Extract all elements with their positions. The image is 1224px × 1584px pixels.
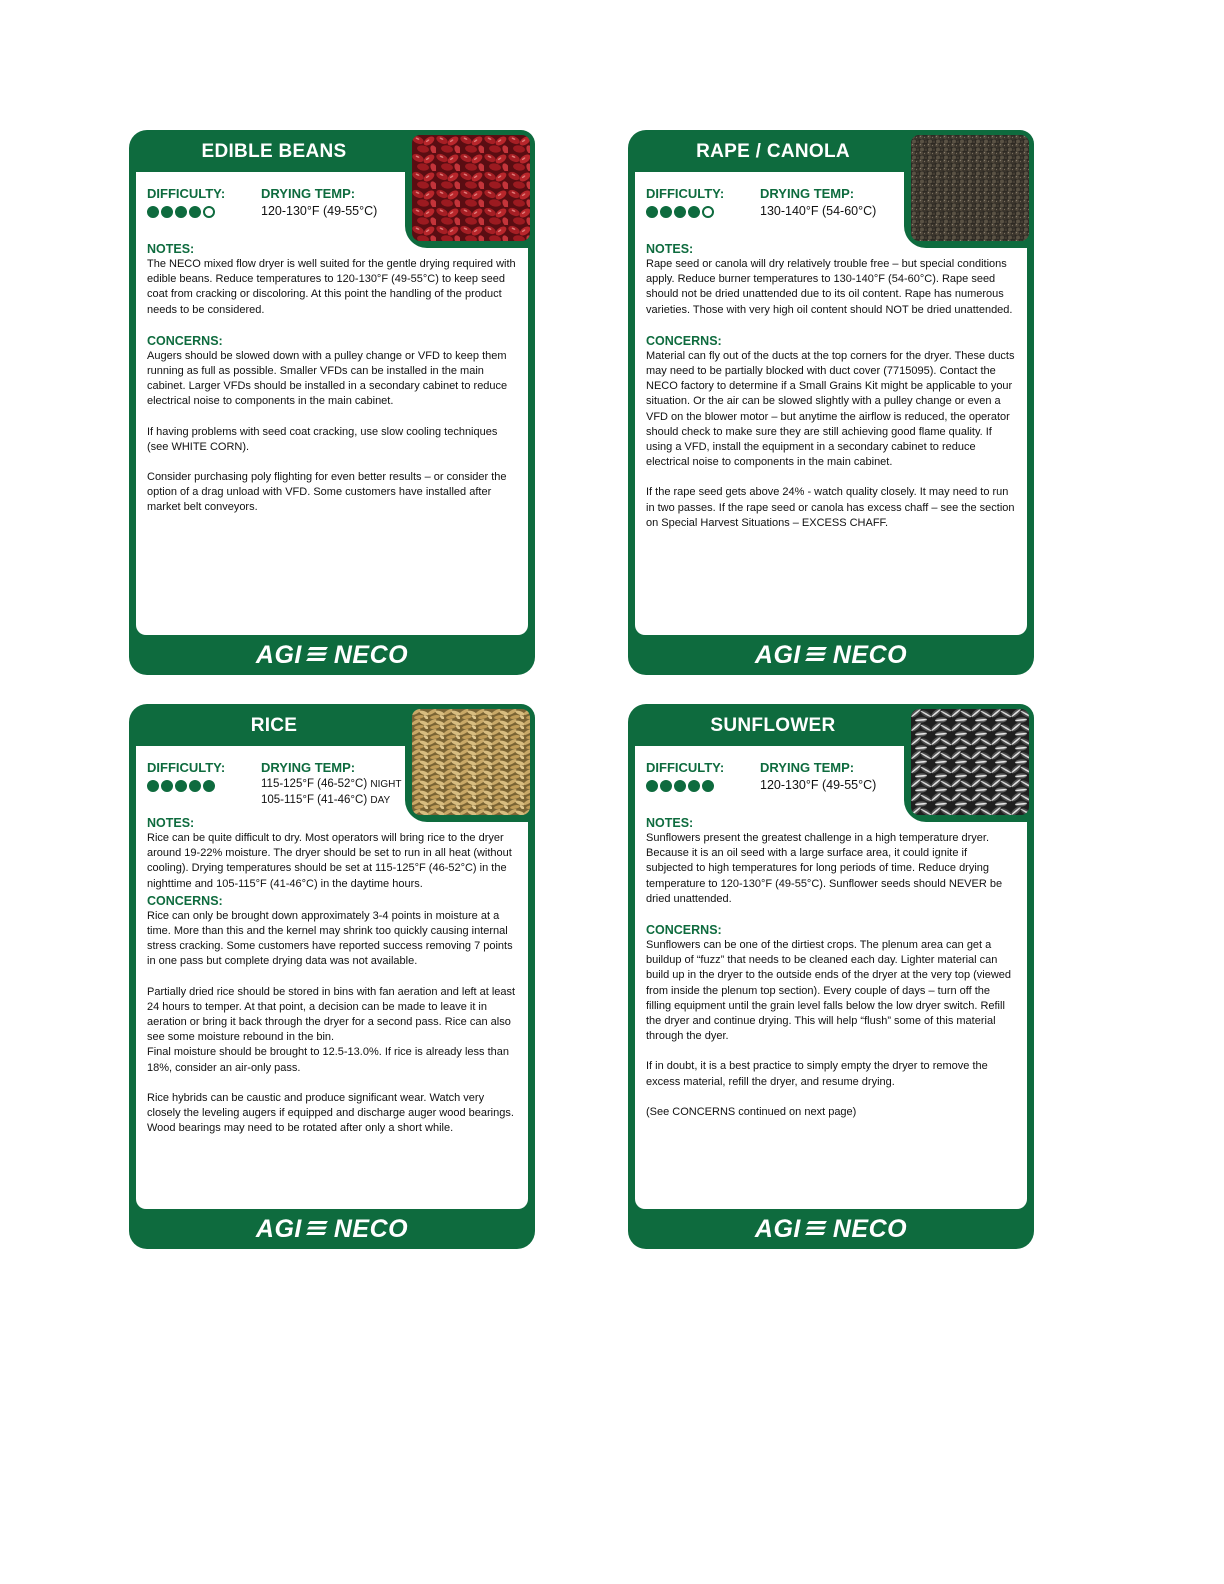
difficulty-dot-filled (646, 206, 658, 218)
drying-temp-label: DRYING TEMP: (760, 760, 855, 775)
concerns-paragraph: Partially dried rice should be stored in bins with fan aeration and left at least 24 hours to temper. At that point, a decision can be made to leave it in aeration or bring it back through the dryer for a second pass. Rice can also see some moisture rebound in the bin. (147, 985, 516, 1044)
card-text (147, 241, 518, 516)
agi-neco-logo: AGI NECO (754, 1214, 908, 1243)
difficulty-dot-filled (175, 780, 187, 792)
concerns-heading: CONCERNS: (646, 333, 722, 348)
difficulty-dot-filled (175, 206, 187, 218)
crop-photo-frame (904, 130, 1034, 248)
canola-photo (911, 135, 1029, 241)
drying-temp-value: 120-130°F (49-55°C) (760, 778, 877, 792)
drying-temp-night: 115-125°F (46-52°C) NIGHT (261, 778, 402, 790)
difficulty-dot-filled (688, 780, 700, 792)
drying-temp-label: DRYING TEMP: (261, 186, 356, 201)
difficulty-dot-filled (147, 780, 159, 792)
agi-neco-logo: AGI NECO (255, 640, 409, 669)
difficulty-dot-filled (203, 780, 215, 792)
difficulty-dot-filled (660, 780, 672, 792)
difficulty-dot-filled (189, 780, 201, 792)
card-text (646, 815, 1017, 1120)
difficulty-label: DIFFICULTY: (147, 760, 226, 775)
crop-card-edible-beans (129, 130, 535, 675)
difficulty-dot-filled (674, 206, 686, 218)
notes-heading: NOTES: (646, 242, 694, 256)
edible-beans-image (412, 135, 530, 241)
difficulty-dot-filled (660, 206, 672, 218)
difficulty-rating (646, 780, 714, 792)
notes-text: Sunflowers present the greatest challenge in a high temperature dryer. Because it is an oil seed with a large surface area, it could ignite if subjected to high temperatures for long periods of time. Reduce drying temperature to 120-130°F (49-55°C). Sunflower seeds should NEVER be dried unattended. (646, 832, 1003, 905)
difficulty-dot-filled (161, 780, 173, 792)
crop-card-rice (129, 704, 535, 1249)
concerns-paragraph: If having problems with seed coat cracking, use slow cooling techniques (see WHITE CORN). (147, 425, 498, 453)
card-title: RAPE / CANOLA (696, 141, 850, 162)
edible-beans-photo (412, 135, 530, 241)
card-text (147, 815, 518, 1136)
concerns-paragraph: Consider purchasing poly flighting for even better results – or consider the option of a drag unload with VFD. Some customers have installed after market belt conveyors. (147, 471, 507, 514)
card-title: EDIBLE BEANS (201, 141, 347, 162)
sunflower-image (911, 709, 1029, 815)
difficulty-dot-filled (646, 780, 658, 792)
agi-neco-logo: AGI NECO (754, 640, 908, 669)
concerns-paragraph: If the rape seed gets above 24% - watch quality closely. It may need to run in two passes. If the rape seed or canola has excess chaff – see the section on Special Harvest Situations – EXCESS CHAFF. (646, 486, 1015, 529)
crop-card-rape-canola (628, 130, 1034, 675)
drying-temp-label: DRYING TEMP: (760, 186, 855, 201)
difficulty-rating (147, 780, 215, 792)
rice-image (412, 709, 530, 815)
card-title: RICE (250, 715, 298, 736)
drying-temp-day: 105-115°F (41-46°C) DAY (261, 794, 391, 806)
concerns-paragraph: Final moisture should be brought to 12.5-13.0%. If rice is already less than 18%, consider an air-only pass. (147, 1046, 509, 1074)
notes-text: Rape seed or canola will dry relatively trouble free – but special conditions apply. Reduce burner temperatures to 130-140°F (54-60°C). Rape seed should not be dried unattended due to its oil content. Rape has numerous varieties. Those with very high oil content should NOT be dried unattended. (646, 258, 1013, 316)
difficulty-dot-filled (189, 206, 201, 218)
logo-stripes-icon (805, 1215, 829, 1244)
concerns-paragraph: Sunflowers can be one of the dirtiest crops. The plenum area can get a buildup of “fuzz” that needs to be cleaned each day. Lighter material can build up in the dryer to the outside ends of the dryer at the very top (viewed from inside the plenum top section). Every couple of days – turn off the filling equipment until the grain level falls below the low dryer switch. Refill the dryer and continue drying. This will help “flush” some of this material through the dyer. (646, 939, 1012, 1043)
drying-temp-label: DRYING TEMP: (261, 760, 356, 775)
difficulty-dot-filled (147, 206, 159, 218)
notes-heading: NOTES: (147, 816, 195, 830)
notes-text: Rice can be quite difficult to dry. Most operators will bring rice to the dryer around 19-22% moisture. The dryer should be set to run in all heat (without cooling). Drying temperatures should be set at 115-125°F (46-52°C) in the nighttime and 105-115°F (41-46°C) in the daytime hours. (147, 832, 512, 890)
card-title: SUNFLOWER (710, 715, 836, 736)
difficulty-rating (147, 206, 215, 218)
difficulty-label: DIFFICULTY: (646, 760, 725, 775)
difficulty-dot-filled (674, 780, 686, 792)
sunflower-photo (911, 709, 1029, 815)
agi-neco-logo: AGI NECO (255, 1214, 409, 1243)
logo-stripes-icon (306, 641, 330, 670)
difficulty-rating (646, 206, 714, 218)
drying-temp-value: 130-140°F (54-60°C) (760, 204, 877, 218)
crop-card-sunflower (628, 704, 1034, 1249)
crop-photo-frame (405, 130, 535, 248)
concerns-continued-note: (See CONCERNS continued on next page) (646, 1105, 857, 1118)
concerns-paragraph: Rice can only be brought down approximately 3-4 points in moisture at a time. More than this and the kernel may shrink too quickly causing internal stress cracking. Some customers have reported success removing 7 points in one pass but complete drying data was not available. (147, 909, 513, 968)
concerns-paragraph: Augers should be slowed down with a pulley change or VFD to keep them running as full as possible. Smaller VFDs can be installed in the main cabinet. Larger VFDs should be installed in a secondary cabinet to reduce electrical noise to components in the main cabinet. (147, 349, 508, 408)
difficulty-dot-filled (161, 206, 173, 218)
concerns-paragraph: Material can fly out of the ducts at the top corners for the dryer. These ducts may need to be partially blocked with duct cover (7715095). Contact the NECO factory to determine if a Small Grains Kit might be applicable to your situation. Or the air can be slowed slightly with a pulley change or even a VFD on the blower motor – but anytime the airflow is reduced, the operator should check to make sure they are still achieving good flame quality. If using a VFD, install the equipment in a secondary cabinet to reduce electrical noise to components in the main cabinet. (646, 349, 1015, 469)
crop-photo-frame (904, 704, 1034, 822)
logo-stripes-icon (805, 641, 829, 670)
concerns-heading: CONCERNS: (147, 333, 223, 348)
difficulty-dot-filled (688, 206, 700, 218)
drying-temp-value: 120-130°F (49-55°C) (261, 204, 378, 218)
logo-stripes-icon (306, 1215, 330, 1244)
crop-photo-frame (405, 704, 535, 822)
rice-photo (412, 709, 530, 815)
difficulty-label: DIFFICULTY: (147, 186, 226, 201)
card-text (646, 241, 1017, 531)
concerns-paragraph: If in doubt, it is a best practice to simply empty the dryer to remove the excess material, refill the dryer, and resume drying. (646, 1060, 988, 1088)
difficulty-label: DIFFICULTY: (646, 186, 725, 201)
difficulty-dot-empty (702, 206, 714, 218)
concerns-paragraph: Rice hybrids can be caustic and produce significant wear. Watch very closely the leveling augers if equipped and discharge auger wood bearings. Wood bearings may need to be rotated after only a short while. (147, 1091, 514, 1135)
concerns-heading: CONCERNS: (147, 893, 223, 908)
concerns-heading: CONCERNS: (646, 923, 722, 938)
difficulty-dot-empty (203, 206, 215, 218)
notes-heading: NOTES: (646, 816, 694, 830)
canola-image (911, 135, 1029, 241)
notes-text: The NECO mixed flow dryer is well suited for the gentle drying required with edible beans. Reduce temperatures to 120-130°F (49-55°C) to keep seed coat from cracking or discoloring. At this point the handling of the product needs to be considered. (147, 258, 516, 316)
difficulty-dot-filled (702, 780, 714, 792)
notes-heading: NOTES: (147, 242, 195, 256)
